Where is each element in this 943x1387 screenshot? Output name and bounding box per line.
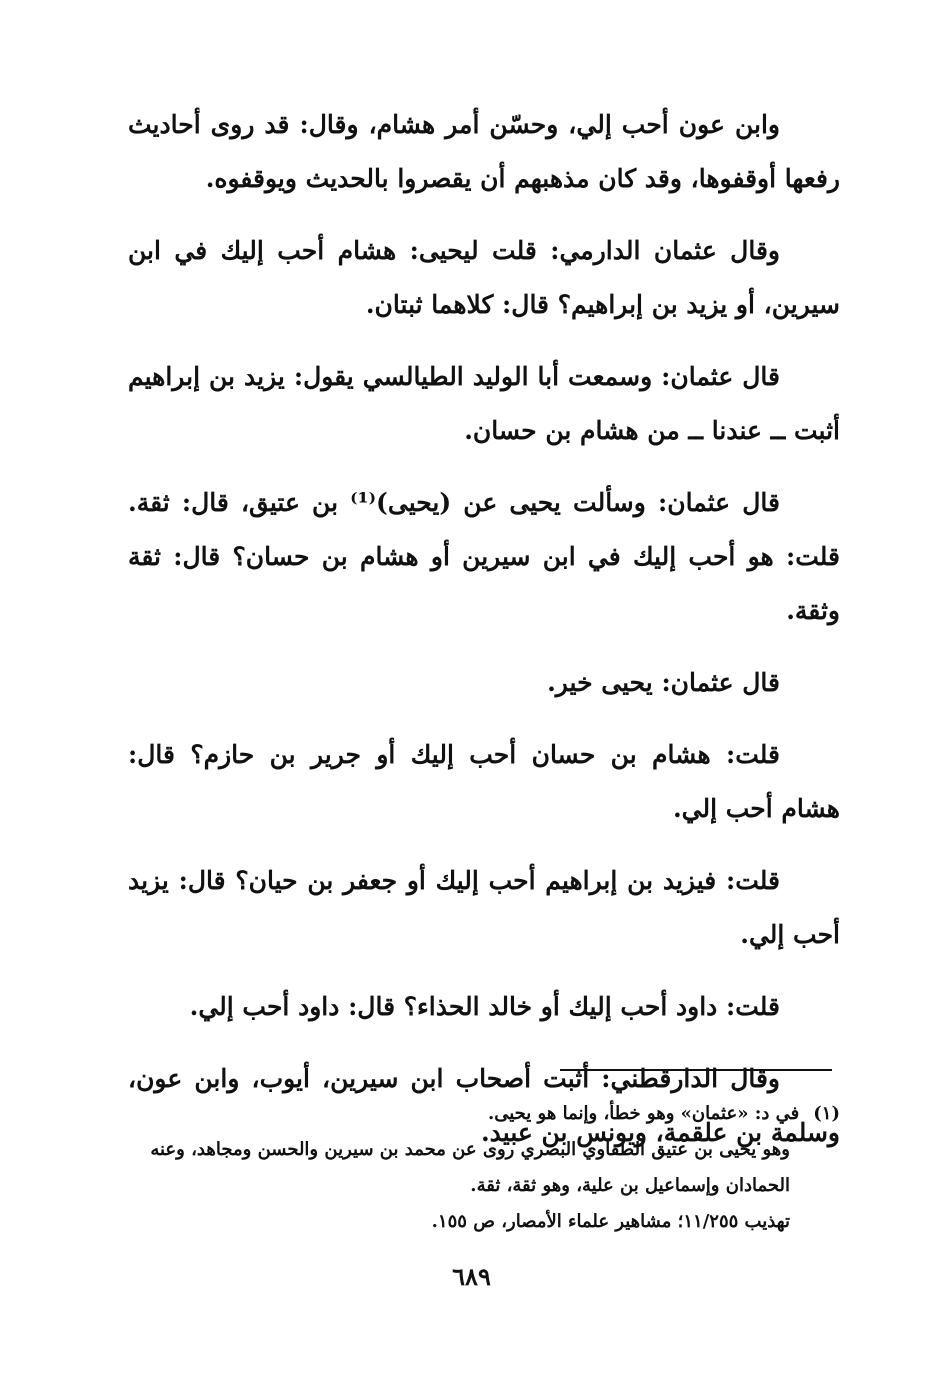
paragraph: قال عثمان: وسألت يحيى عن (يحيى)⁽¹⁾ بن عتيق، قال: ثقة. قلت: هو أحب إليك في ابن سيرين أو هشام بن حسان؟ قال: ثقة وثقة. [128,488,840,625]
main-text [128,98,840,1178]
page-number: ٦٨٩ [452,1262,491,1291]
footnote-text: الحمادان وإسماعيل بن علية، وهو ثقة، ثقة. [470,1175,790,1196]
footnotes [128,1096,840,1240]
footnote-first-line [128,1096,840,1132]
footnote-marker: (١) [813,1103,840,1124]
footnote-text: في د: «عثمان» وهو خطأ، وإنما هو يحيى. [487,1103,800,1124]
paragraph: قلت: داود أحب إليك أو خالد الحذاء؟ قال: داود أحب إلي. [189,992,780,1021]
paragraph: وقال الدارقطني: أثبت أصحاب ابن سيرين، أيوب، وابن عون، وسلمة بن علقمة، ويونس بن عبيد. [128,1064,840,1147]
footnote-text: تهذيب ١١/٢٥٥؛ مشاهير علماء الأمصار، ص ١٥٥. [431,1211,790,1232]
paragraph: قلت: هشام بن حسان أحب إليك أو جرير بن حازم؟ قال: هشام أحب إلي. [128,740,840,823]
paragraph: قلت: فيزيد بن إبراهيم أحب إليك أو جعفر بن حيان؟ قال: يزيد أحب إلي. [128,866,840,949]
footnote-separator [560,1069,832,1071]
paragraph: وقال عثمان الدارمي: قلت ليحيى: هشام أحب إليك في ابن سيرين، أو يزيد بن إبراهيم؟ قال: كلاهما ثبتان. [128,236,840,319]
paragraph: وابن عون أحب إلي، وحسّن أمر هشام، وقال: قد روى أحاديث رفعها أوقفوها، وقد كان مذهبهم أن يقصروا بالحديث ويوقفوه. [128,110,840,193]
paragraph: قال عثمان: يحيى خير. [547,668,780,697]
paragraph: قال عثمان: وسمعت أبا الوليد الطيالسي يقول: يزيد بن إبراهيم أثبت ــ عندنا ــ من هشام بن حسان. [128,362,840,445]
footnote-text: وهو يحيى بن عتيق الطفاوي البصري روى عن محمد بن سيرين والحسن ومجاهد، وعنه [150,1139,790,1160]
